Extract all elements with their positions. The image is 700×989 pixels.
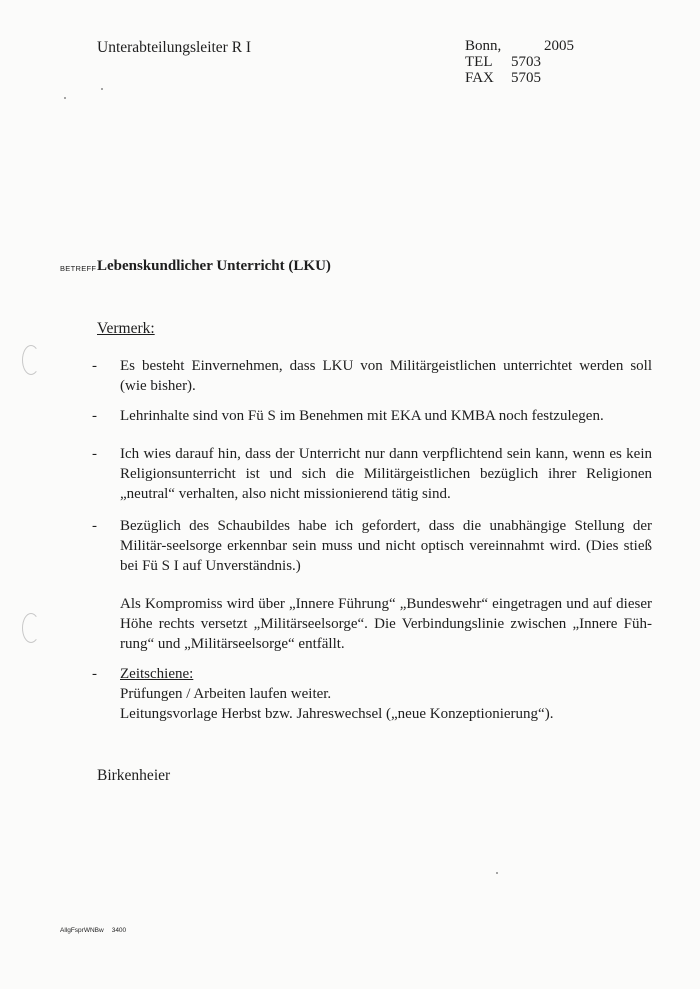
bullet-dash: - bbox=[92, 408, 97, 424]
bullet-dash: - bbox=[92, 446, 97, 462]
memo-item-text: Es besteht Einvernehmen, dass LKU von Militärgeistlichen unterrichtet werden soll (wie bisher). bbox=[120, 358, 652, 394]
timeline-block bbox=[120, 664, 652, 724]
hole-punch-mark bbox=[22, 345, 40, 375]
compromise-paragraph: Als Kompromiss wird über „Innere Führung“ „Bundeswehr“ eingetragen und auf dieser Höhe rechts versetzt „Militärseelsorge“. Die Verbindungslinie zwischen „Innere Füh-rung“ und „Militärseelsorge“ entfällt. bbox=[120, 596, 652, 652]
tel-row bbox=[465, 54, 574, 70]
bullet-dash: - bbox=[92, 358, 97, 374]
place-date-row bbox=[465, 38, 574, 54]
place: Bonn, bbox=[465, 38, 502, 54]
form-footer bbox=[60, 927, 126, 934]
timeline-heading: Zeitschiene: bbox=[120, 666, 194, 682]
subject-label: BETREFF bbox=[60, 264, 97, 273]
form-code: AllgFsprWNBw bbox=[60, 927, 104, 934]
bullet-dash: - bbox=[92, 666, 97, 682]
memo-item bbox=[92, 444, 652, 504]
timeline-line: Leitungsvorlage Herbst bzw. Jahreswechsel („neue Konzeptionierung“). bbox=[120, 706, 554, 722]
scan-speck bbox=[496, 872, 498, 874]
signature-name: Birkenheier bbox=[97, 767, 171, 784]
scan-speck bbox=[64, 97, 66, 99]
bullet-dash: - bbox=[92, 518, 97, 534]
memo-heading: Vermerk: bbox=[97, 320, 155, 337]
fax-label: FAX bbox=[465, 70, 494, 86]
memo-item-text: Bezüglich des Schaubildes habe ich gefordert, dass die unabhängige Stellung der Militär-seelsorge erkennbar sein muss und nicht optisch vereinnahmt wird. (Dies stieß bei Fü S I auf Unverständnis.) bbox=[120, 518, 652, 574]
fax-number: 5705 bbox=[511, 70, 541, 86]
contact-block bbox=[465, 38, 574, 86]
scan-speck bbox=[101, 88, 103, 90]
memo-item-text: Lehrinhalte sind von Fü S im Benehmen mit EKA und KMBA noch festzulegen. bbox=[120, 408, 604, 424]
sender-title: Unterabteilungsleiter R I bbox=[97, 39, 252, 56]
fax-row bbox=[465, 70, 574, 86]
timeline-line: Prüfungen / Arbeiten laufen weiter. bbox=[120, 686, 332, 702]
memo-item bbox=[92, 406, 652, 426]
subject-text: Lebenskundlicher Unterricht (LKU) bbox=[97, 258, 331, 274]
form-number: 3400 bbox=[111, 927, 127, 934]
tel-label: TEL bbox=[465, 54, 493, 70]
tel-number: 5703 bbox=[511, 54, 541, 70]
year: 2005 bbox=[544, 38, 574, 54]
memo-item-text: Ich wies darauf hin, dass der Unterricht nur dann verpflichtend sein kann, wenn es kein Religionsunterricht ist und sich die Militärgeistlichen bezüglich ihrer Religionen „neutral“ verhalten, also nicht missionierend tätig sind. bbox=[120, 446, 652, 502]
hole-punch-mark bbox=[22, 613, 40, 643]
memo-item bbox=[92, 516, 652, 576]
memo-item bbox=[92, 356, 652, 396]
timeline-item bbox=[92, 664, 652, 724]
